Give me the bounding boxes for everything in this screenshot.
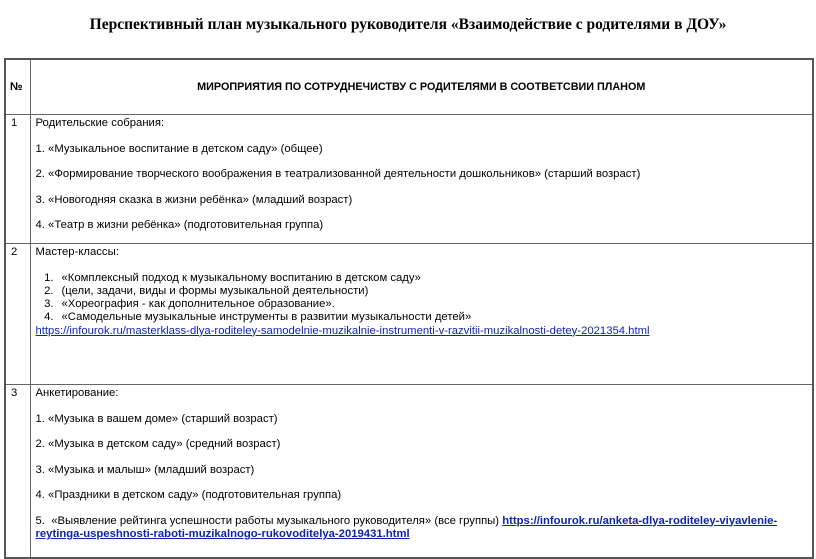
row-number: 1 — [5, 115, 30, 244]
list-item: 4. «Театр в жизни ребёнка» (подготовительная группа) — [35, 219, 324, 231]
table-row — [5, 244, 813, 385]
list-item: 3. «Музыка и малыш» (младший возраст) — [35, 463, 255, 476]
master-class-list — [36, 272, 809, 325]
list-item: 4. «Самодельные музыкальные инструменты в развитии музыкальности детей» — [44, 311, 472, 324]
row-number: 2 — [5, 244, 30, 385]
survey-link[interactable]: https://infourok.ru/anketa-dlya-roditeley-viyavlenie-reytinga-uspeshnosti-raboti-muzikalnogo-rukovoditelya-2019431.html — [35, 514, 778, 540]
list-item: 4. «Праздники в детском саду» (подготовительная группа) — [35, 489, 342, 501]
table-header-row — [5, 59, 813, 115]
list-item: 1. «Музыкальное воспитание в детском саду» (общее) — [35, 142, 323, 155]
list-item: 3. «Хореография - как дополнительное образование». — [44, 298, 335, 311]
table-row — [5, 385, 813, 559]
row-heading: Родительские собрания: — [35, 117, 165, 129]
row-content-survey — [30, 385, 813, 559]
row-number: 3 — [5, 385, 30, 559]
master-class-link[interactable]: https://infourok.ru/masterklass-dlya-roditeley-samodelnie-muzikalnie-instrumenti-v-razvitii-muzikalnosti-detey-2021354.html — [35, 324, 650, 337]
list-item: 2. «Музыка в детском саду» (средний возраст) — [35, 438, 281, 450]
list-item: 2. «Формирование творческого воображения в театрализованной деятельности дошкольников» (старший возраст) — [35, 168, 641, 180]
page-title: Перспективный план музыкального руководителя «Взаимодействие с родителями в ДОУ» — [89, 16, 727, 33]
list-item: 1. «Комплексный подход к музыкальному воспитанию в детском саду» — [44, 271, 421, 284]
table-row — [5, 115, 813, 244]
row-heading: Анкетирование: — [35, 387, 119, 399]
header-num: № — [5, 59, 30, 115]
list-item: 1. «Музыка в вашем доме» (старший возраст) — [35, 412, 278, 425]
header-events: МИРОПРИЯТИЯ ПО СОТРУДНЕЧИСТВУ С РОДИТЕЛЯМИ В СООТВЕТСВИИ ПЛАНОМ — [30, 59, 813, 115]
list-item: 2. (цели, задачи, виды и формы музыкальной деятельности) — [44, 284, 369, 297]
plan-table — [4, 58, 814, 559]
row-content-master-classes — [30, 244, 813, 385]
list-item: 5. «Выявление рейтинга успешности работы музыкального руководителя» (все группы) https://infourok.ru/anketa-dlya-roditeley-viyavlenie-reytinga-uspeshnosti-raboti-muzikalnogo-rukovoditelya-2019431.html — [35, 514, 778, 540]
row-content-parent-meetings — [30, 115, 813, 244]
list-item: 3. «Новогодняя сказка в жизни ребёнка» (младший возраст) — [35, 193, 353, 206]
row-heading: Мастер-классы: — [35, 246, 119, 258]
